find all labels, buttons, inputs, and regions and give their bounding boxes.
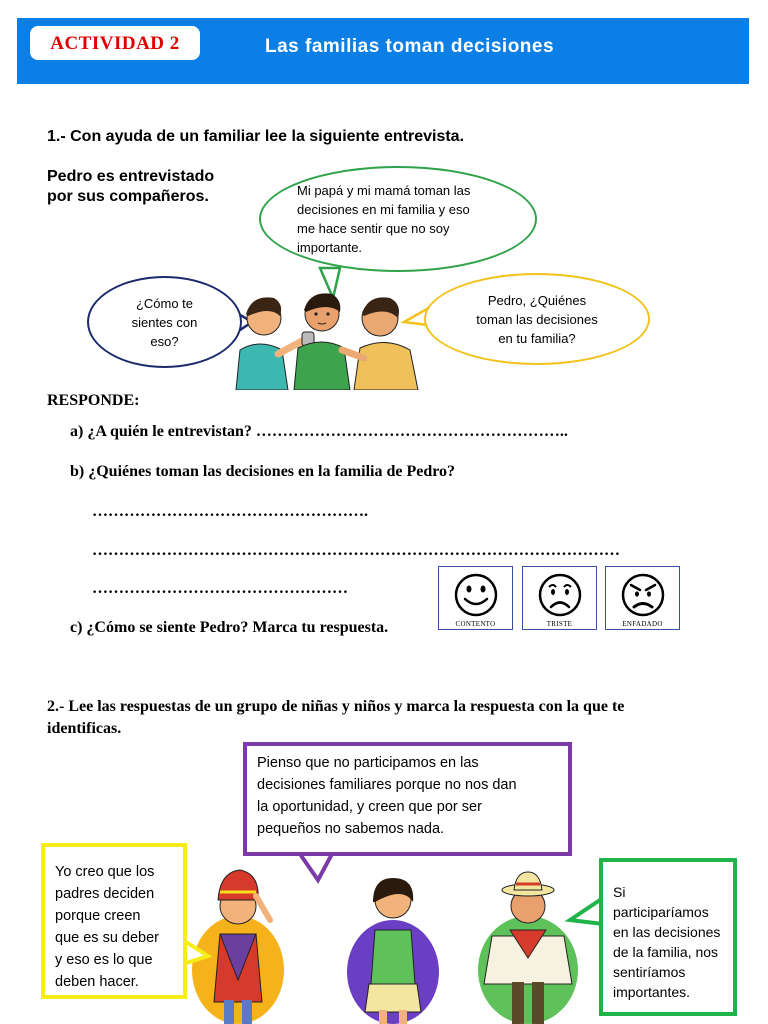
answer-line-2[interactable]: ……………………………………………………………………………………… [92, 542, 620, 559]
bubble-line: toman las decisiones [476, 311, 598, 327]
response-line: Yo creo que los [55, 864, 155, 880]
activity-badge: ACTIVIDAD 2 [30, 26, 200, 60]
response-line: en las decisiones [613, 924, 721, 940]
yellow-response-box[interactable] [41, 843, 187, 999]
response-line: deben hacer. [55, 974, 139, 990]
face-angry-option[interactable] [605, 566, 680, 630]
response-line: Si [613, 884, 626, 900]
response-line: Pienso que no participamos en las [257, 755, 479, 771]
question-a: a) ¿A quién le entrevistan? ………………………………………………….. [70, 423, 568, 440]
face-sad-option[interactable] [522, 566, 597, 630]
bubble-line: Pedro, ¿Quiénes [487, 292, 587, 308]
response-line: y eso es lo que [55, 952, 153, 968]
response-line: decisiones familiares porque no nos dan [257, 777, 517, 793]
angry-face-icon [606, 567, 681, 619]
bubble-line: eso? [150, 333, 179, 349]
bubble-line: en tu familia? [498, 330, 576, 346]
face-label: CONTENTO [455, 620, 496, 628]
bubble-line: ¿Cómo te [135, 295, 194, 311]
response-line: la oportunidad, y creen que por ser [257, 799, 482, 815]
page-title: Las familias toman decisiones [265, 36, 555, 57]
sad-face-icon [523, 567, 598, 619]
response-line: que es su deber [55, 930, 159, 946]
bubble-line: importante. [297, 240, 363, 255]
answer-line-1[interactable]: ……………………………………………. [92, 503, 368, 520]
response-line: padres deciden [55, 886, 155, 902]
section2-line-1: 2.- Lee las respuestas de un grupo de niñas y niños y marca la respuesta con la que te [47, 698, 625, 715]
respond-heading: RESPONDE: [47, 392, 140, 409]
response-line: sentiríamos [613, 964, 686, 980]
left-speech-bubble [87, 276, 242, 368]
question-b: b) ¿Quiénes toman las decisiones en la familia de Pedro? [70, 463, 456, 480]
section1-heading: 1.- Con ayuda de un familiar lee la siguiente entrevista. [47, 128, 465, 145]
bubble-line: decisiones en mi familia y eso [297, 202, 470, 217]
purple-box-tail [300, 854, 332, 880]
happy-face-icon [439, 567, 514, 619]
bubble-line: me hace sentir que no soy [297, 221, 450, 236]
green-response-box[interactable] [599, 858, 737, 1016]
response-line: pequeños no sabemos nada. [257, 821, 445, 837]
interview-illustration [230, 288, 430, 390]
face-label: TRISTE [546, 620, 573, 628]
right-speech-bubble [424, 273, 650, 365]
bubble-line: Mi papá y mi mamá toman las [297, 183, 471, 198]
response-line: de la familia, nos [613, 944, 719, 960]
section2-line-2: identificas. [47, 720, 122, 737]
response-line: importantes. [613, 984, 691, 1000]
answer-line-3[interactable]: ………………………………………… [92, 580, 348, 597]
face-label: ENFADADO [622, 620, 663, 628]
response-line: participaríamos [613, 904, 709, 920]
purple-response-box[interactable] [243, 742, 572, 856]
intro-line-2: por sus compañeros. [47, 188, 209, 205]
face-happy-option[interactable] [438, 566, 513, 630]
intro-line-1: Pedro es entrevistado [47, 168, 215, 185]
bubble-line: sientes con [131, 314, 198, 330]
response-line: porque creen [55, 908, 141, 924]
question-c: c) ¿Cómo se siente Pedro? Marca tu respuesta. [70, 619, 389, 636]
pedro-speech-bubble [259, 166, 537, 272]
